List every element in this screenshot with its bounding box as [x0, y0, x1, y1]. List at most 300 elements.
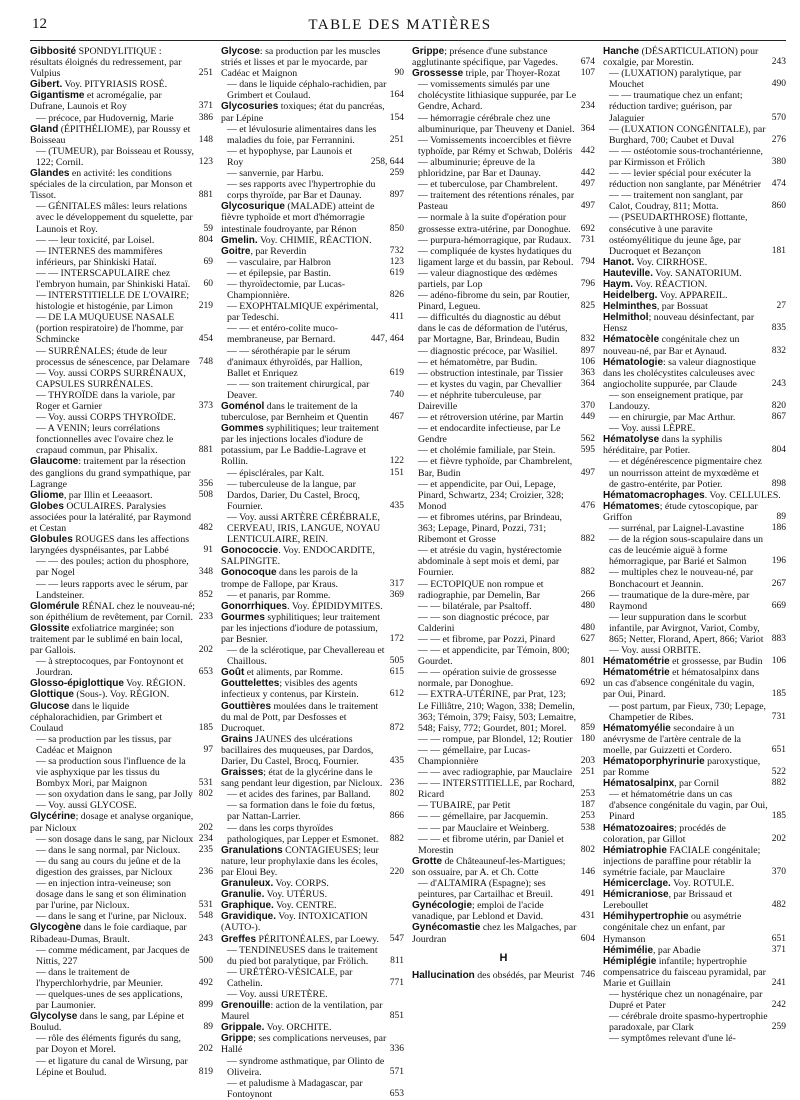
entry-page-number: 491 [580, 889, 595, 900]
entry-page-number: 476 [580, 500, 595, 511]
entry-page-number: 748 [198, 356, 213, 367]
entry-page-number: 234 [198, 833, 213, 844]
entry-text [221, 989, 401, 1000]
entry-page-number: 619 [389, 367, 404, 378]
entry-headword: Grippe [221, 1033, 254, 1045]
entry-text [30, 312, 196, 345]
index-entry [30, 79, 213, 90]
index-entry [221, 667, 404, 678]
index-subentry [603, 523, 786, 534]
entry-description: — — et fibrome utérin, par Daniel et Morestin [418, 833, 564, 856]
entry-page-number: 89 [776, 511, 786, 522]
entry-text [412, 113, 578, 135]
entry-description: — son enseignement pratique, par Landouzy. [609, 389, 744, 412]
entry-page-number: 802 [198, 789, 213, 800]
entry-headword: Granulations [221, 844, 283, 856]
index-column-3 [412, 46, 595, 1100]
entry-description: — adéno-fibrome du sein, par Routier, Pinard, Legueu. [418, 290, 570, 313]
entry-description: , par Cornil [674, 778, 720, 790]
index-entry [603, 911, 786, 944]
entry-headword: Gravidique. [221, 911, 277, 923]
index-subentry [412, 190, 595, 212]
entry-description: — et hématomètre, par Budin. [418, 356, 538, 368]
entry-description: dans le sang, par Lépine et Boulud. [30, 1011, 185, 1034]
entry-text [30, 656, 196, 678]
entry-text [603, 146, 769, 168]
entry-description: Voy. CORPS. [273, 878, 329, 890]
entry-text [603, 789, 769, 822]
index-entry [603, 357, 786, 390]
entry-page-number: 562 [580, 434, 595, 445]
index-entry [30, 501, 213, 534]
entry-text [30, 789, 196, 800]
index-subentry [412, 390, 595, 412]
entry-page-number: 802 [389, 789, 404, 800]
entry-text [221, 257, 387, 268]
index-entry [30, 534, 213, 556]
entry-page-number: 692 [580, 223, 595, 234]
entry-page-number: 235 [198, 844, 213, 855]
entry-text [221, 967, 387, 989]
entry-page-number: 106 [580, 356, 595, 367]
entry-text [30, 967, 196, 989]
entry-description: — GÉNITALES mâles: leurs relations avec le développement du squelette, par Launois et Roy. [36, 201, 193, 235]
entry-description: — — leurs rapports avec le sérum, par Landsteiner. [36, 578, 188, 601]
entry-description: . Voy. ÉPIDIDYMITES. [287, 600, 383, 612]
index-subentry [412, 612, 595, 634]
entry-page-number: 740 [389, 389, 404, 400]
entry-text [603, 423, 783, 434]
entry-headword: Greffes [221, 933, 257, 945]
index-entry [603, 434, 786, 456]
entry-text [412, 900, 578, 922]
index-subentry [30, 756, 213, 789]
entry-page-number: 653 [198, 667, 213, 678]
entry-text [221, 911, 401, 933]
entry-text [30, 79, 210, 90]
entry-headword: Glottique [30, 689, 74, 701]
entry-description: (DÉSARTICULATION) pour coxalgie, par Morestin. [603, 46, 759, 69]
index-subentry [412, 512, 595, 545]
entry-description: — vomissements simulés par une cholécystite lithiasique suppurée, par Le Gendre, Achard. [418, 79, 577, 113]
entry-text [412, 778, 578, 800]
entry-description: Voy. UTÉRUS. [264, 889, 328, 901]
entry-headword: Gonorrhiques [221, 600, 288, 612]
entry-text [412, 212, 578, 234]
entry-description: — — bilatérale, par Psaltoff. [418, 600, 532, 612]
entry-page-number: 364 [580, 378, 595, 389]
entry-description: — du sang au cours du jeûne et de la digestion des graisses, par Nicloux [36, 855, 181, 878]
entry-text [603, 989, 769, 1011]
entry-headword: Glossite [30, 622, 70, 634]
section-letter: H [499, 951, 508, 964]
entry-page-number: 505 [389, 656, 404, 667]
entry-description: — Voy. aussi ARTÈRE CÉRÉBRALE, CERVEAU, IRIS, LANGUE, NOYAU LENTICULAIRE, REIN. [227, 511, 381, 546]
entry-headword: Gmelin. [221, 234, 258, 246]
entry-text [603, 534, 769, 567]
index-subentry [221, 479, 404, 512]
index-subentry [30, 1056, 213, 1078]
entry-description: CONTAGIEUSES; leur nature, leur prophylaxie dans les écoles, par Eloui Bey. [221, 844, 379, 878]
entry-headword: Hématozoaires [603, 822, 675, 834]
entry-headword: Goût [221, 667, 245, 679]
entry-description: — leur suppuration dans le scorbut infantile, par Avirgnot, Variot, Comby, 865; Netter, Florand, Apert, 866; Variot [609, 611, 764, 645]
index-entry [30, 701, 213, 734]
entry-text [221, 346, 387, 379]
entry-description: — tuberculeuse de la langue, par Dardos, Darier, Du Castel, Brocq, Fournier. [227, 478, 360, 512]
entry-text [412, 823, 578, 834]
entry-headword: Hallucination [412, 969, 475, 981]
entry-text [30, 346, 196, 368]
entry-text [412, 734, 578, 745]
entry-description: — — gémellaire, par Lucas-Championnière [418, 744, 531, 767]
entry-description: — sanvernie, par Harbu. [227, 168, 324, 180]
entry-text [30, 579, 196, 601]
entry-description: dans le traitement de la tuberculose, par Bernheim et Quentin [221, 401, 369, 424]
entry-headword: Hématoporphyrinurie [603, 756, 705, 767]
entry-page-number: 186 [771, 523, 786, 534]
entry-description: — et fièvre typhoïde, par Chambrelent, Bar, Budin [418, 456, 573, 479]
entry-text [412, 235, 578, 246]
index-subentry [603, 390, 786, 412]
index-subentry [30, 346, 213, 368]
entry-page-number: 123 [198, 156, 213, 167]
entry-description: Voy. CHIMIE, RÉACTION. [257, 234, 372, 246]
entry-text [603, 390, 769, 412]
entry-description: — — et appendicite, par Témoin, 800; Gourdet. [418, 645, 570, 668]
entry-page-number: 449 [580, 412, 595, 423]
index-subentry [603, 168, 786, 190]
entry-description: ROUGES dans les affections laryngées dyspnéisantes, par Labbé [30, 534, 190, 557]
entry-description: — thyroïdectomie, par Lucas-Championnière. [227, 278, 346, 302]
entry-description: (Sous-). Voy. RÉGION. [73, 689, 170, 701]
entry-text [221, 878, 401, 889]
index-entry [603, 301, 786, 312]
entry-text [30, 678, 210, 689]
entry-headword: Graisses [221, 767, 264, 779]
entry-page-number: 851 [389, 1011, 404, 1022]
entry-page-number: 454 [198, 334, 213, 345]
index-entry [603, 279, 786, 290]
index-entry [30, 623, 213, 656]
entry-text [603, 911, 769, 944]
entry-page-number: 882 [771, 778, 786, 789]
index-subentry [412, 634, 595, 645]
index-subentry [221, 168, 404, 179]
entry-page-number: 106 [771, 656, 786, 667]
index-entry [30, 168, 213, 201]
index-entry [221, 612, 404, 645]
entry-page-number: 898 [771, 478, 786, 489]
entry-description: ; état de la glycérine dans le sang pendant leur digestion, par Nicloux. [221, 767, 383, 790]
entry-description: toxiques; état du pancréas, par Lépine [221, 101, 385, 124]
index-subentry [221, 590, 404, 601]
entry-text [603, 68, 769, 90]
index-subentry [412, 179, 595, 190]
entry-text [603, 878, 783, 889]
entry-description: Voy. RÉGION. [123, 678, 186, 690]
entry-description: SPONDYLITIQUE : résultats éloignés du redressement, par Vulpius [30, 46, 182, 80]
entry-text [221, 800, 387, 822]
entry-text [30, 368, 210, 390]
entry-description: — diagnostic précoce, par Wasiliel. [418, 345, 558, 357]
entry-page-number: 233 [198, 611, 213, 622]
index-subentry [603, 146, 786, 168]
entry-page-number: 154 [389, 112, 404, 123]
index-subentry [221, 789, 404, 800]
entry-text [30, 235, 196, 246]
entry-text [221, 401, 387, 423]
entry-text [603, 612, 769, 645]
index-subentry [30, 268, 213, 290]
index-subentry [221, 645, 404, 667]
entry-headword: Glucose [30, 700, 70, 712]
index-entry [30, 1011, 213, 1033]
entry-page-number: 253 [580, 811, 595, 822]
entry-text [30, 534, 201, 556]
entry-description: (MALADE) atteint de fièvre typhoïde et mort d'hémorragie intestinale foudroyante, par Rénon [221, 201, 375, 235]
entry-description: — Voy. aussi LÈPRE. [609, 423, 696, 435]
entry-headword: Hématologie [603, 356, 664, 368]
entry-description: — et rétroversion utérine, par Martin [418, 412, 564, 424]
entry-description: ; visibles des agents infectieux y contenus, par Kirstein. [221, 678, 359, 701]
entry-page-number: 27 [776, 301, 786, 312]
index-entry [221, 423, 404, 467]
entry-headword: Hémicraniose [603, 889, 669, 901]
entry-description: — — son traitement chirurgical, par Deaver. [227, 378, 370, 401]
entry-text [221, 545, 401, 567]
entry-description: — Voy. aussi GLYCOSE. [36, 800, 137, 812]
entry-text [412, 512, 578, 545]
entry-description: — — son diagnostic précoce, par Calderini [418, 611, 550, 634]
entry-description: — multiples chez le nouveau-né, par Bonchacourt et Jeannin. [609, 567, 754, 590]
entry-text [412, 689, 578, 733]
entry-description: — post partum, par Fieux, 730; Lepage, Champetier de Ribes. [609, 700, 766, 723]
index-subentry [221, 1078, 404, 1100]
index-entry [221, 235, 404, 246]
entry-headword: Glycosurique [221, 201, 285, 213]
entry-text [412, 368, 578, 379]
index-subentry [30, 989, 213, 1011]
entry-description: — albuminurie; épreuve de la phloridzine, par Bar et Daunay. [418, 156, 541, 180]
index-entry [221, 401, 404, 423]
entry-page-number: 266 [580, 589, 595, 600]
entry-text [603, 778, 769, 789]
entry-description: des obsédés, par Meurist [474, 969, 575, 981]
entry-page-number: 203 [580, 756, 595, 766]
entry-text [30, 856, 196, 878]
index-entry [603, 667, 786, 700]
entry-page-number: 356 [198, 478, 213, 489]
entry-text [30, 734, 201, 756]
entry-text [221, 900, 401, 911]
entry-description: (ÉPITHÉLIOME), par Roussy et Boisseau [30, 123, 191, 146]
entry-text [603, 501, 774, 523]
entry-text [30, 845, 196, 856]
entry-text [221, 601, 401, 612]
entry-headword: Hémihypertrophie [603, 911, 689, 923]
index-subentry [603, 612, 786, 645]
index-subentry [30, 312, 213, 345]
entry-page-number: 482 [771, 900, 786, 911]
entry-page-number: 202 [198, 645, 213, 656]
entry-text [30, 1011, 201, 1033]
entry-text [603, 301, 774, 312]
entry-description: — — et entéro-colite muco-membraneuse, par Bernard. [227, 323, 338, 346]
entry-page-number: 253 [580, 789, 595, 800]
entry-text [30, 701, 196, 734]
entry-page-number: 371 [771, 944, 786, 955]
entry-page-number: 820 [771, 401, 786, 411]
entry-description: — en injection intra-veineuse; son dosage dans le sang et son élimination par l'urine, par Nicloux. [36, 878, 187, 912]
index-subentry [412, 456, 595, 478]
entry-page-number: 794 [580, 256, 595, 267]
index-subentry [412, 667, 595, 689]
entry-text [412, 290, 578, 312]
entry-text [30, 922, 196, 944]
entry-description: — THYROÏDE dans la variole, par Roger et Garnier [36, 389, 176, 412]
entry-text [30, 556, 196, 578]
entry-description: — et hypophyse, par Launois et Roy [227, 145, 353, 168]
entry-page-number: 181 [771, 245, 786, 256]
entry-text [221, 279, 387, 301]
entry-text [603, 190, 769, 212]
entry-description: — — et fibrome, par Pozzi, Pinard [418, 633, 556, 645]
entry-description: — dans les corps thyroïdes pathologiques, par Lepper et Esmonet. [227, 822, 379, 845]
entry-page-number: 258, 644 [370, 156, 404, 167]
entry-text [412, 612, 578, 634]
entry-text [221, 1078, 387, 1100]
entry-page-number: 500 [198, 955, 213, 966]
entry-page-number: 369 [389, 589, 404, 600]
entry-text [221, 301, 387, 323]
index-entry [30, 124, 213, 146]
entry-page-number: 234 [580, 101, 595, 112]
entry-description: — traitement des rétentions rénales, par Pasteau [418, 190, 575, 213]
entry-page-number: 571 [389, 1066, 404, 1077]
entry-text [412, 390, 578, 412]
entry-text [30, 46, 196, 79]
entry-description: Voy. APPAREIL. [657, 290, 728, 302]
entry-description: Voy. CENTRE. [273, 900, 337, 912]
entry-text [412, 856, 578, 878]
entry-description: — quelques-unes de ses applications, par Laumonier. [36, 988, 183, 1012]
index-subentry [412, 689, 595, 733]
entry-page-number: 825 [580, 301, 595, 312]
index-entry [30, 456, 213, 489]
entry-text [30, 124, 196, 146]
entry-description: — difficultés du diagnostic au début dans le cas de déformation de l'utérus, par Mortagne, Bar, Brindeau, Budin [418, 312, 568, 346]
entry-page-number: 811 [390, 955, 404, 966]
entry-page-number: 497 [580, 179, 595, 190]
entry-description: : sa production par les muscles striés et lisses et par le myocarde, par Cadéac et Maignon [221, 46, 381, 80]
index-entry [603, 723, 786, 756]
index-subentry [412, 479, 595, 512]
index-subentry [412, 823, 595, 834]
entry-page-number: 467 [389, 412, 404, 423]
entry-headword: Gonocoque [221, 567, 277, 579]
entry-description: — — gémellaire, par Jacquemin. [418, 811, 549, 823]
index-subentry [412, 423, 595, 445]
index-subentry [221, 323, 404, 345]
page-title: TABLE DES MATIÈRES [308, 17, 492, 33]
index-entry [412, 922, 595, 944]
entry-text [30, 456, 196, 489]
entry-page-number: 595 [580, 445, 595, 456]
index-entry [603, 823, 786, 845]
entry-description: Voy. ROTULE. [670, 878, 735, 890]
index-entry [221, 934, 404, 945]
entry-description: dans les parois de la trompe de Fallope, par Kraus. [221, 567, 358, 590]
entry-description: — et tuberculose, par Chambrelent. [418, 179, 558, 191]
entry-page-number: 801 [580, 656, 595, 667]
index-entry [603, 490, 786, 501]
entry-text [221, 945, 387, 967]
entry-page-number: 897 [389, 190, 404, 201]
entry-text [412, 379, 578, 390]
entry-headword: Gibbosité [30, 46, 77, 57]
index-subentry [30, 235, 213, 246]
entry-headword: Grippe [412, 46, 445, 57]
entry-text [221, 767, 387, 789]
entry-page-number: 107 [580, 68, 595, 79]
entry-description: — et paludisme à Madagascar, par Fontoynont [227, 1077, 363, 1100]
index-subentry [603, 456, 786, 489]
entry-description: secondaire à un anévrysme de l'artère centrale de la moelle, par Guizzetti et Cordero. [603, 722, 742, 756]
index-entry [603, 756, 786, 778]
index-subentry [412, 545, 595, 578]
index-entry [30, 678, 213, 689]
entry-headword: Gourmes [221, 611, 265, 623]
entry-text [603, 434, 769, 456]
entry-description: — en chirurgie, par Mac Arthur. [609, 412, 736, 424]
entry-page-number: 202 [198, 1044, 213, 1055]
entry-description: — valeur diagnostique des œdèmes partiels, par Lop [418, 267, 558, 290]
index-subentry [603, 212, 786, 256]
entry-description: — cérébrale droite spasmo-hypertrophie paradoxale, par Clark [609, 1011, 768, 1034]
entry-text [412, 667, 578, 689]
entry-description: — obstruction intestinale, par Tissier [418, 367, 564, 379]
entry-text [30, 756, 196, 789]
index-entry [221, 246, 404, 257]
entry-text [30, 878, 196, 911]
entry-description: — TENDINEUSES dans le traitement du pied bot paralytique, par Frölich. [227, 944, 378, 967]
entry-headword: Hématocèle [603, 334, 660, 346]
index-subentry [412, 346, 595, 357]
entry-page-number: 674 [580, 57, 595, 68]
entry-headword: Hématométrie [603, 667, 670, 679]
index-subentry [221, 346, 404, 379]
entry-text [603, 945, 769, 956]
entry-text [30, 390, 196, 412]
entry-headword: Glycogène [30, 922, 82, 934]
entry-page-number: 251 [198, 68, 213, 79]
entry-text [30, 601, 196, 623]
entry-page-number: 492 [198, 977, 213, 988]
entry-description: : traitement par la résection des ganglions du grand sympathique, par Lagrange [30, 456, 191, 490]
entry-description: paroxystique, par Romme [603, 756, 761, 779]
index-subentry [221, 301, 404, 323]
entry-description: — purpura-hémorragique, par Rudaux. [418, 234, 572, 246]
entry-text [221, 1022, 401, 1033]
entry-page-number: 619 [389, 267, 404, 278]
entry-headword: Glycosuries [221, 101, 279, 113]
index-subentry [30, 789, 213, 800]
entry-text [603, 357, 769, 390]
entry-text [30, 490, 196, 501]
index-subentry [30, 390, 213, 412]
entry-description: — — traumatique chez un enfant; réduction tardive; guérison, par Jalaguier [609, 90, 743, 124]
